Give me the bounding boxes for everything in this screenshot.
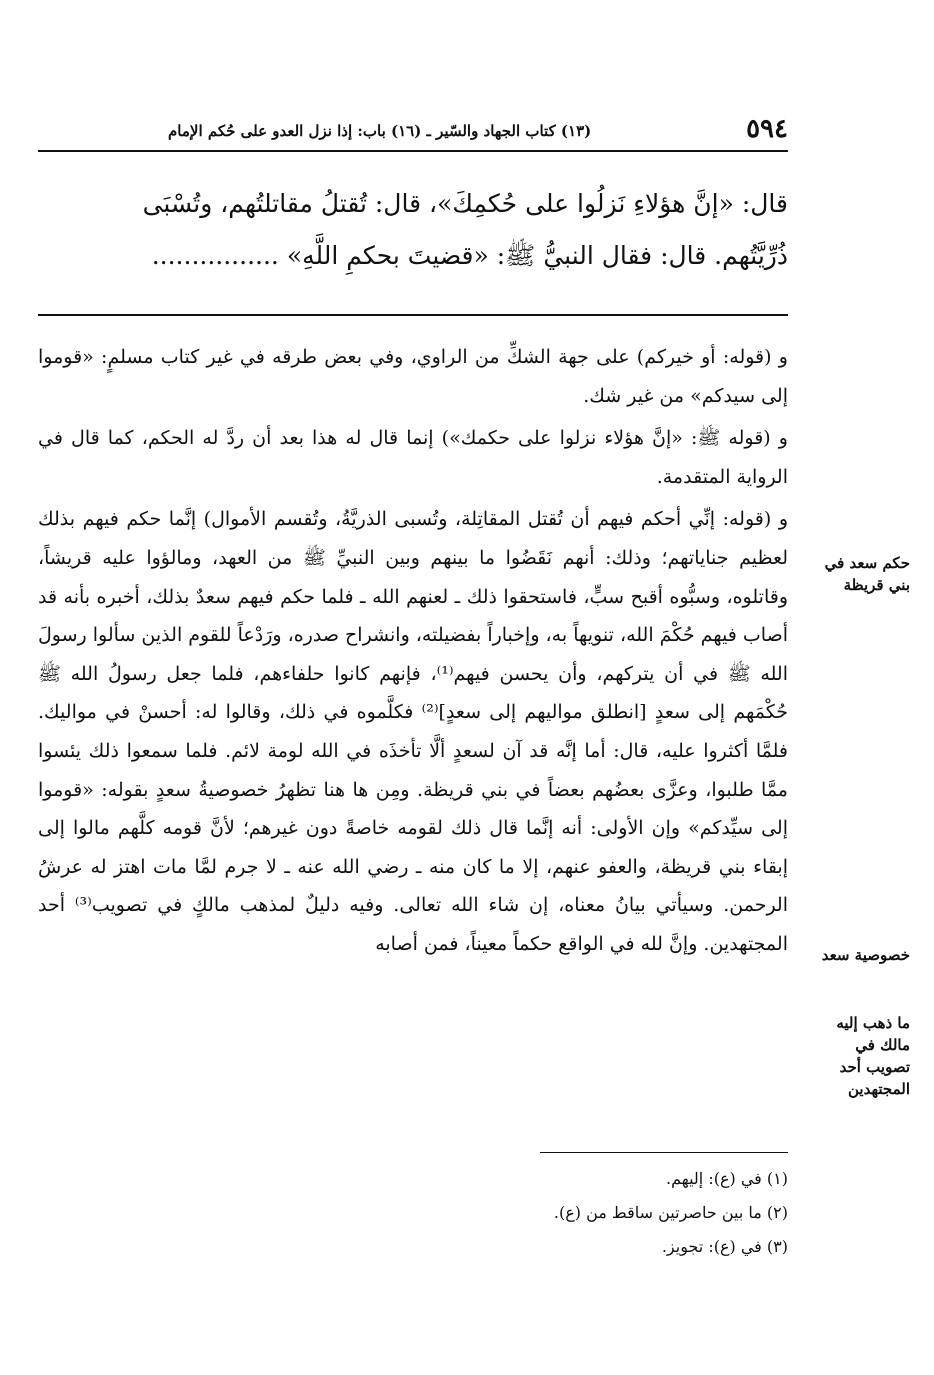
footnote: (٣) في (ع): تجويز. [661, 1237, 788, 1256]
footnote: (١) في (ع): إليهم. [665, 1169, 788, 1188]
commentary-paragraph: و (قوله: إنِّي أحكم فيهم أن تُقتل المقاتِلة، وتُسبى الذريَّةُ، وتُقسم الأموال) إنَّما حكم فيهم بذلك لعظيم جناياتهم؛ وذلك: أنهم نَقَضُوا ما بينهم وبين النبيِّ ﷺ من العهد، ومالؤوا عليه قريشاً، وقاتلوه، وسبُّوه أقبح سبٍّ، فاستحقوا ذلك ـ لعنهم الله ـ فلما حكم فيهم سعدٌ بذلك، أخبره بأنه قد أصاب فيهم حُكْمَ الله، تنويهاً به، وإخباراً بفضيلته، وانشراح صدره، ورَدْعاً للقوم الذين سألوا رسولَ الله ﷺ في أن يتركهم، وأن يحسن فيهم⁽¹⁾، فإنهم كانوا حلفاءهم، فلما جعل رسولُ الله ﷺ حُكْمَهم إلى سعدٍ [انطلق مواليهم إلى سعدٍ]⁽²⁾ فكلَّموه في ذلك، وقالوا له: أحسنْ في مواليك. فلمَّا أكثروا عليه، قال: أما إنَّه قد آن لسعدٍ ألَّا تأخذَه في الله لومة لائم. فلما سمعوا ذلك يئسوا ممَّا طلبوا، وعزَّى بعضُهم بعضاً في بني قريظة. ومِن ها هنا تظهرُ خصوصيةُ سعدٍ بقوله: «قوموا إلى سيِّدكم» وإن الأولى: أنه إنَّما قال ذلك لقومه خاصةً دون غيرهم؛ لأنَّ قومه كلَّهم مالوا إلى إبقاء بني قريظة، والعفو عنهم، إلا ما كان منه ـ رضي الله عنه ـ لا جرم لمَّا مات اهتز له عرشُ الرحمن. وسيأتي بيانُ معناه، إن شاء الله تعالى. وفيه دليلٌ لمذهب مالكٍ في تصويب⁽³⁾ أحد المجتهدين. وإنَّ لله في الواقع حكماً معيناً، فمن أصابه [38, 508, 789, 955]
page-header [38, 112, 788, 152]
commentary-text [38, 338, 788, 964]
margin-note: خصوصية سعد [821, 946, 910, 964]
margin-note: ما ذهب إليه مالك في تصويب أحد المجتهدين [836, 1014, 910, 1098]
hadith-text [38, 178, 788, 282]
running-title: (١٣) كتاب الجهاد والسّير ـ (١٦) باب: إذا نزل العدو على حُكم الإمام [168, 122, 592, 140]
page-number: ٥٩٤ [746, 114, 788, 144]
footnotes [38, 1162, 788, 1264]
hadith-separator [38, 314, 788, 316]
commentary-paragraph: و (قوله: أو خيركم) على جهة الشكِّ من الراوي، وفي بعض طرقه في غير كتاب مسلمٍ: «قوموا إلى سيدكم» من غير شك. [38, 346, 788, 407]
hadith-line: ذُرِّيَّتُهم. قال: فقال النبيُّ ﷺ: «قضيتَ بحكمِ اللَّهِ» ................ [151, 241, 788, 270]
commentary-paragraph: و (قوله ﷺ: «إنَّ هؤلاء نزلوا على حكمك») إنما قال له هذا بعد أن ردَّ له الحكم، كما قال في الرواية المتقدمة. [38, 427, 788, 488]
margin-note: حكم سعد في بني قريظة [824, 554, 910, 594]
hadith-line: قال: «إنَّ هؤلاءِ نَزلُوا على حُكمِكَ»، قال: تُقتلُ مقاتلتُهم، وتُسْبَى [142, 189, 788, 218]
footnote-separator [540, 1152, 788, 1153]
footnote: (٢) ما بين حاصرتين ساقط من (ع). [553, 1203, 788, 1222]
